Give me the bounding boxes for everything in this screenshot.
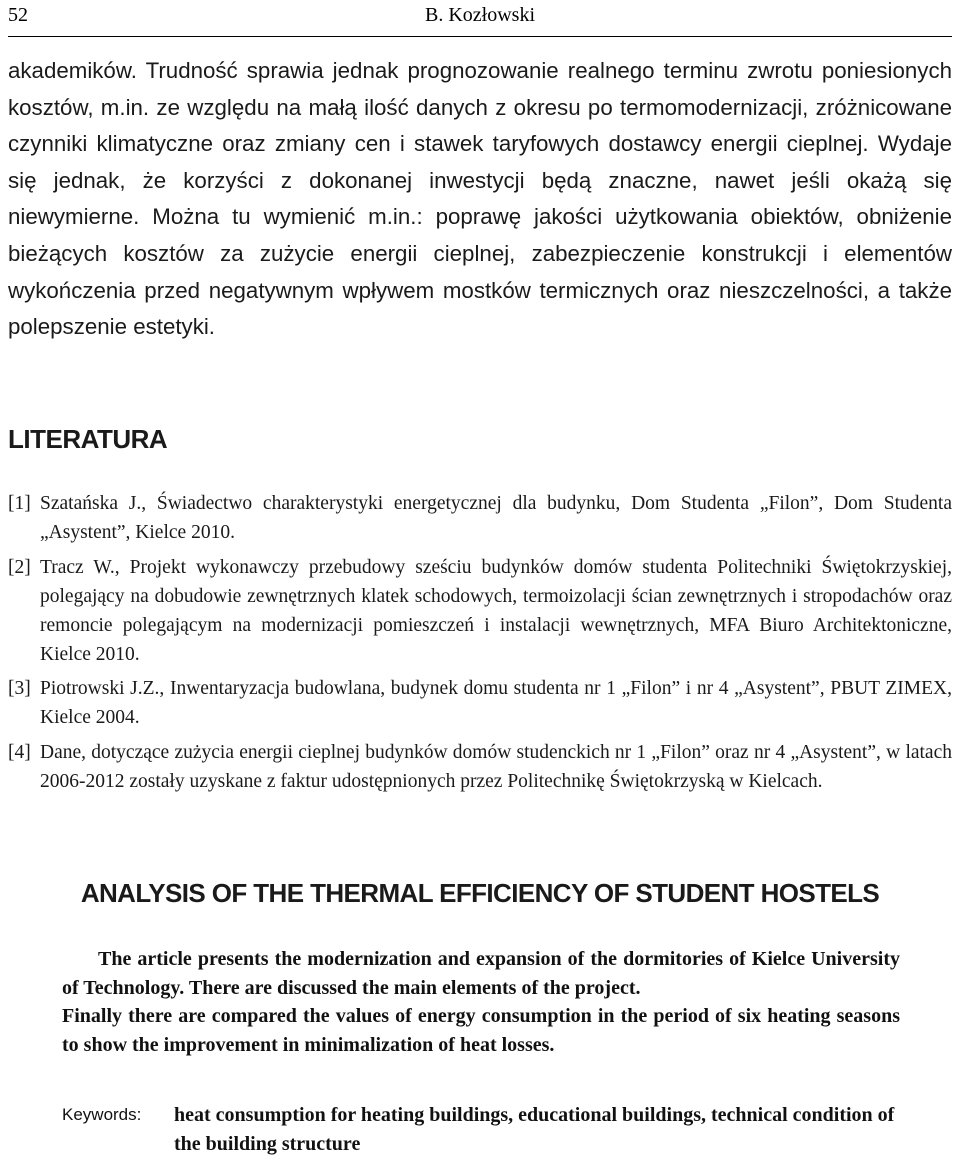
reference-item [8,739,952,797]
page-number: 52 [8,4,28,26]
reference-text: Szatańska J., Świadectwo charakterystyki energetycznej dla budynku, Dom Studenta „Filon”, Dom Studenta „Asystent”, Kielce 2010. [40,493,952,543]
body-paragraph: akademików. Trudność sprawia jednak prognozowanie realnego terminu zwrotu poniesionych kosztów, m.in. ze względu na małą ilość danych z okresu po termomodernizacji, zróżnicowane czynniki klimatyczne oraz zmiany cen i stawek taryfowych dostawcy energii cieplnej. Wydaje się jednak, że korzyści z dokonanej inwestycji będą znaczne, nawet jeśli okażą się niewymierne. Można tu wymienić m.in.: poprawę jakości użytkowania obiektów, obniżenie bieżących kosztów za zużycie energii cieplnej, zabezpieczenie konstrukcji i elementów wykończenia przed negatywnym wpływem mostków termicznych oraz nieszczelności, a także polepszenie estetyki. [8,58,952,340]
reference-item [8,490,952,548]
literature-heading: LITERATURA [8,424,168,454]
reference-item [8,554,952,670]
keywords-text: heat consumption for heating buildings, educational buildings, technical condition of the building structure [174,1104,895,1155]
reference-text: Tracz W., Projekt wykonawczy przebudowy sześciu budynków domów studenta Politechniki Świętokrzyskiej, polegający na dobudowie zewnętrznych klatek schodowych, termoizolacji ścian zewnętrznych i stropodachów oraz remoncie polegającym na modernizacji pomieszczeń i instalacji wewnętrznych, MFA Biuro Architektoniczne, Kielce 2010. [40,556,952,665]
reference-number: [1] [8,493,31,514]
reference-item [8,675,952,733]
reference-list [8,490,952,803]
page-header [8,0,952,37]
reference-number: [3] [8,678,31,700]
running-title: B. Kozłowski [425,4,535,26]
english-abstract [62,945,900,1059]
abstract-paragraph: Finally there are compared the values of energy consumption in the period of six heating seasons to show the improvement in minimalization of heat losses. [62,1005,900,1056]
abstract-paragraph: The article presents the modernization and expansion of the dormitories of Kielce University of Technology. There are discussed the main elements of the project. [62,948,900,999]
keywords [62,1100,912,1158]
reference-number: [4] [8,742,31,764]
reference-text: Dane, dotyczące zużycia energii cieplnej budynków domów studenckich nr 1 „Filon” oraz nr 4 „Asystent”, w latach 2006-2012 zostały uzyskane z faktur udostępnionych przez Politechnikę Świętokrzyską w Kielcach. [40,742,952,793]
reference-number: [2] [8,556,31,578]
reference-text: Piotrowski J.Z., Inwentaryzacja budowlana, budynek domu studenta nr 1 „Filon” i nr 4 „Asystent”, PBUT ZIMEX, Kielce 2004. [40,678,952,729]
keywords-label: Keywords: [62,1105,142,1124]
english-title: ANALYSIS OF THE THERMAL EFFICIENCY OF STUDENT HOSTELS [80,878,880,908]
